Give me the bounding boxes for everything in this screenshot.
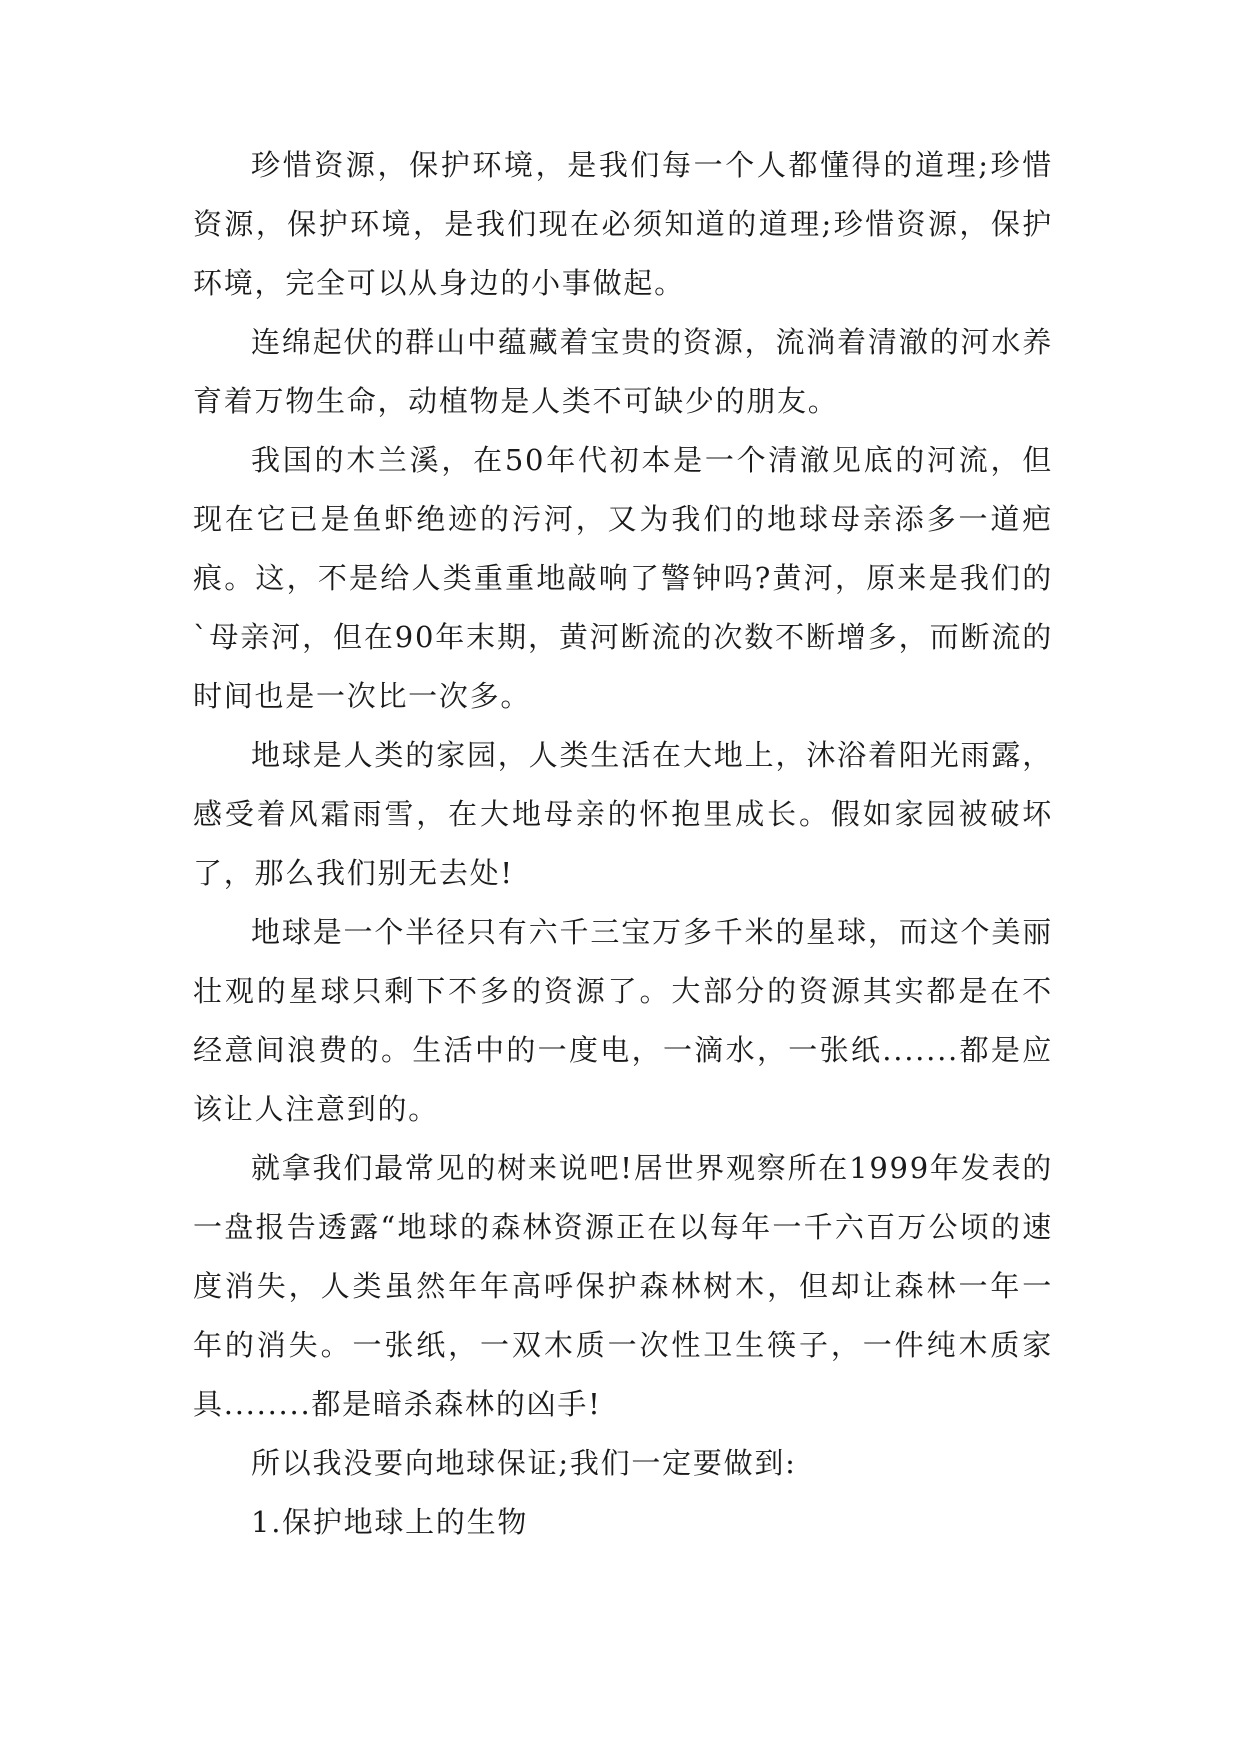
paragraph: 珍惜资源，保护环境，是我们每一个人都懂得的道理;珍惜资源，保护环境，是我们现在必须知道的道理;珍惜资源，保护环境，完全可以从身边的小事做起。 bbox=[193, 148, 1053, 300]
paragraph: 我国的木兰溪，在50年代初本是一个清澈见底的河流，但现在它已是鱼虾绝迹的污河，又为我们的地球母亲添多一道疤痕。这，不是给人类重重地敲响了警钟吗?黄河，原来是我们的`母亲河，但在90年末期，黄河断流的次数不断增多，而断流的时间也是一次比一次多。 bbox=[193, 443, 1053, 713]
paragraph: 地球是一个半径只有六千三宝万多千米的星球，而这个美丽壮观的星球只剩下不多的资源了。大部分的资源其实都是在不经意间浪费的。生活中的一度电，一滴水，一张纸.......都是应该让人注意到的。 bbox=[193, 915, 1053, 1126]
document-body bbox=[193, 136, 1053, 1552]
paragraph: 所以我没要向地球保证;我们一定要做到: bbox=[251, 1446, 797, 1480]
list-item: 1.保护地球上的生物 bbox=[251, 1505, 529, 1539]
paragraph: 就拿我们最常见的树来说吧!居世界观察所在1999年发表的一盘报告透露“地球的森林资源正在以每年一千六百万公顷的速度消失，人类虽然年年高呼保护森林树木，但却让森林一年一年的消失。一张纸，一双木质一次性卫生筷子，一件纯木质家具........都是暗杀森林的凶手! bbox=[193, 1151, 1053, 1421]
paragraph: 连绵起伏的群山中蕴藏着宝贵的资源，流淌着清澈的河水养育着万物生命，动植物是人类不可缺少的朋友。 bbox=[193, 325, 1053, 418]
paragraph: 地球是人类的家园，人类生活在大地上，沐浴着阳光雨露，感受着风霜雨雪，在大地母亲的怀抱里成长。假如家园被破坏了，那么我们别无去处! bbox=[193, 738, 1053, 890]
